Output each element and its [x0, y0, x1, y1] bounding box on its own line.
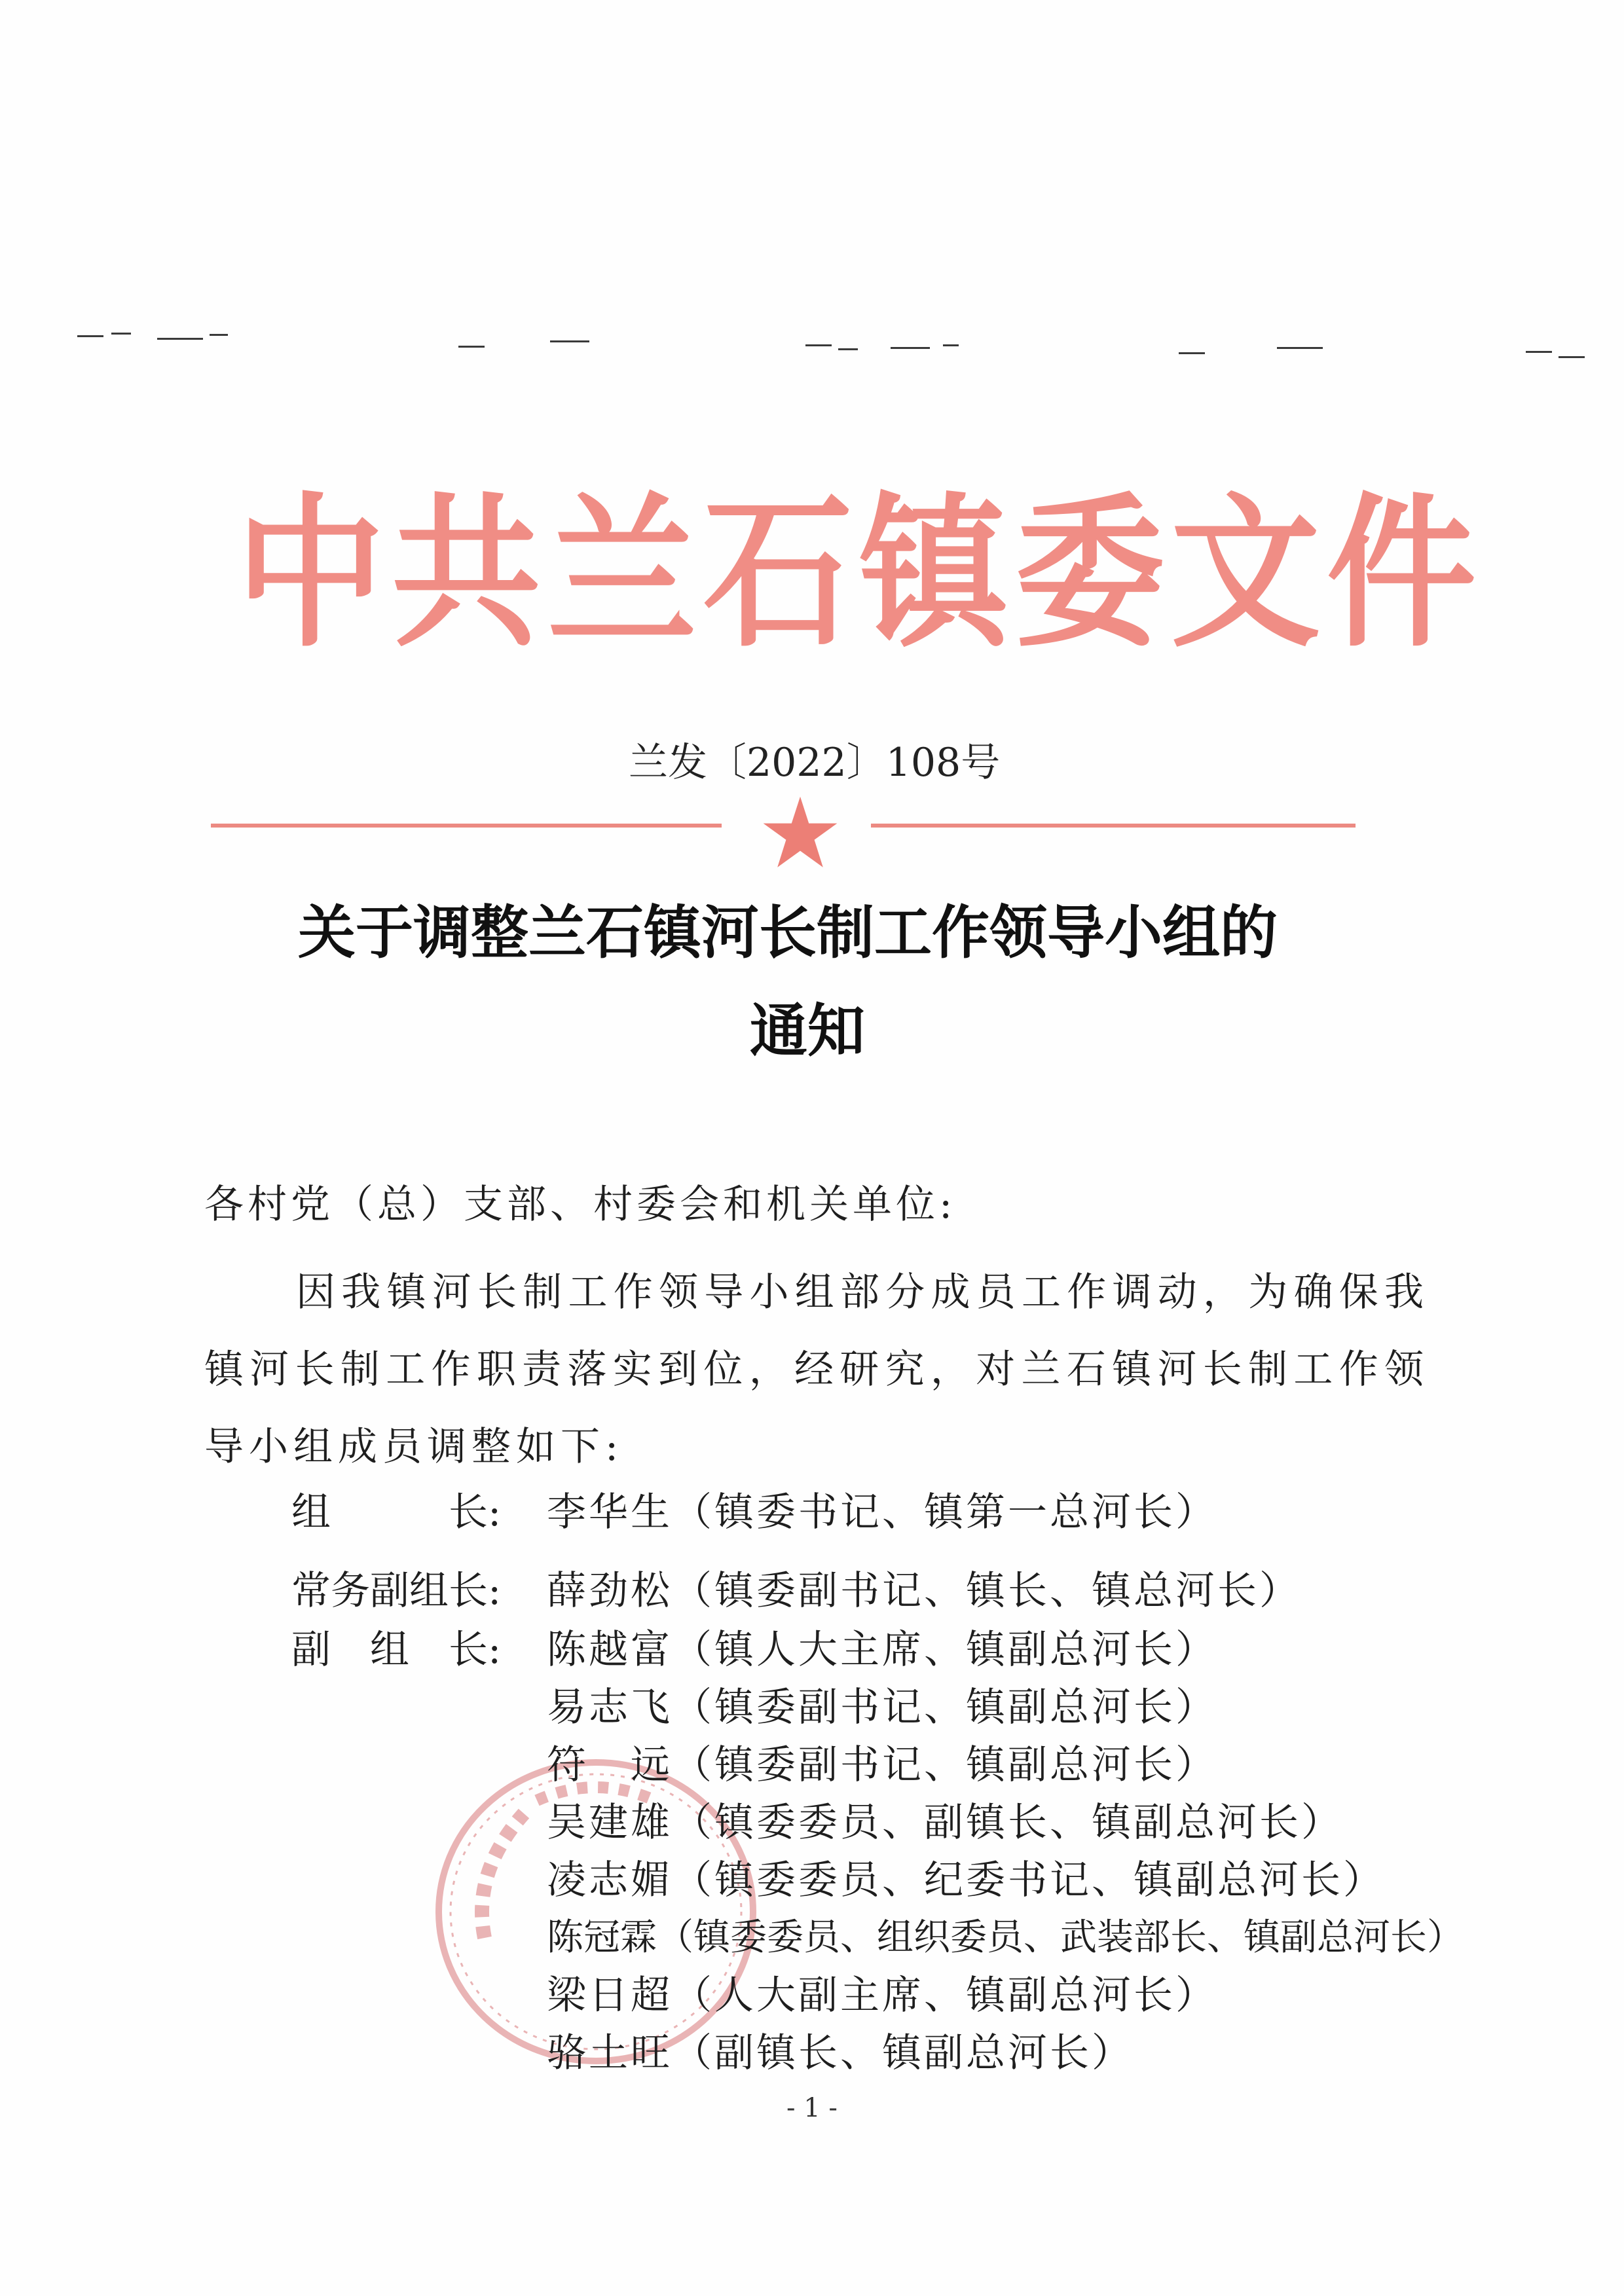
- document-number: 兰发〔2022〕108号: [629, 740, 1001, 786]
- deputy-entry: 符 远（镇委副书记、镇副总河长）: [547, 1742, 1217, 1788]
- notice-title-line1: 关于调整兰石镇河长制工作领导小组的: [298, 899, 1278, 966]
- exec-deputy-label: 常务副组长:: [291, 1568, 502, 1614]
- notice-title-line2: 通知: [750, 997, 866, 1065]
- salutation: 各村党（总）支部、村委会和机关单位:: [204, 1182, 957, 1228]
- deputy-entry: 陈越富（镇人大主席、镇副总河长）: [547, 1627, 1217, 1673]
- deputy-entry: 骆土旺（副镇长、镇副总河长）: [547, 2030, 1134, 2076]
- deputy-entry: 吴建雄（镇委委员、副镇长、镇副总河长）: [547, 1800, 1343, 1846]
- body-paragraph: 因我镇河长制工作领导小组部分成员工作调动，为确保我镇河长制工作职责落实到位，经研究，对兰石镇河长制工作领导小组成员调整如下:: [204, 1269, 1429, 1470]
- deputy-entry: 易志飞（镇委副书记、镇副总河长）: [547, 1685, 1217, 1730]
- red-divider-right: [871, 824, 1356, 828]
- page-number: - 1 -: [786, 2093, 838, 2123]
- deputy-entry: 凌志媚（镇委委员、纪委书记、镇副总河长）: [547, 1857, 1385, 1903]
- exec-deputy-entry: 薛劲松（镇委副书记、镇长、镇总河长）: [547, 1568, 1301, 1614]
- red-star-icon: [760, 793, 841, 872]
- red-divider-left: [211, 824, 722, 828]
- document-header-title: 中共兰石镇委文件: [236, 477, 1483, 670]
- leader-entry: 李华生（镇委书记、镇第一总河长）: [547, 1489, 1217, 1535]
- deputy-label: 副 组 长:: [291, 1627, 502, 1673]
- leader-label: 组 长:: [291, 1489, 502, 1535]
- deputy-entry: 梁日超（人大副主席、镇副总河长）: [547, 1973, 1217, 2018]
- deputy-entry: 陈冠霖（镇委委员、组织委员、武装部长、镇副总河长）: [547, 1916, 1464, 1959]
